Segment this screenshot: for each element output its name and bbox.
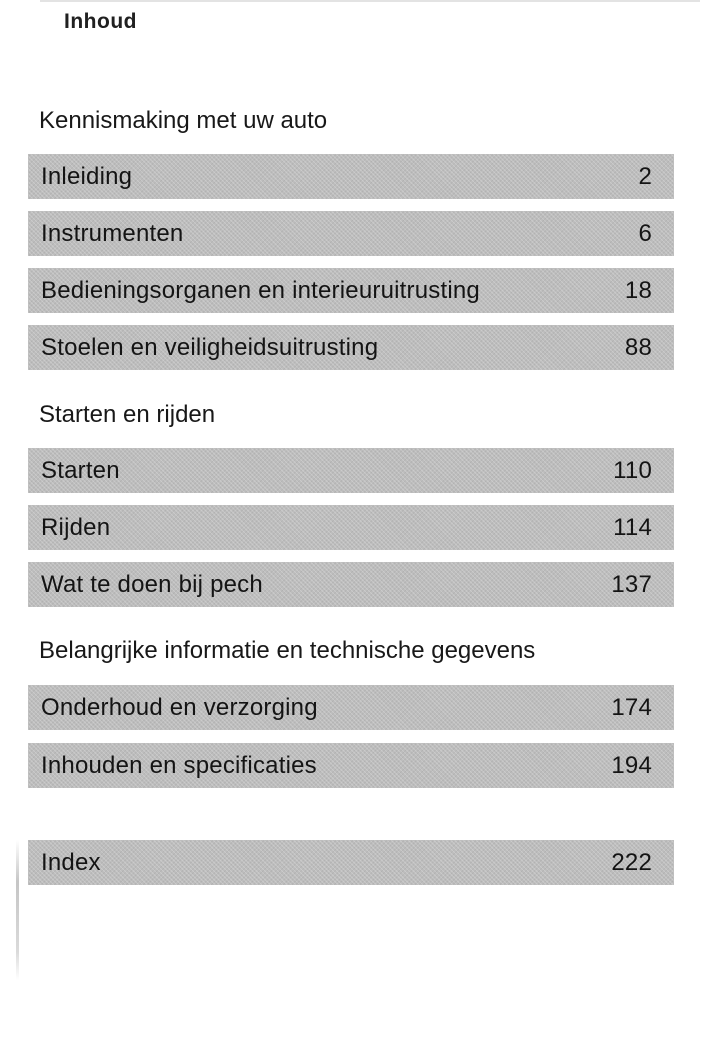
toc-item-page: 114 bbox=[613, 513, 652, 541]
toc-item-page: 194 bbox=[611, 751, 652, 779]
toc-item-page: 110 bbox=[613, 456, 652, 484]
toc-item-onderhoud[interactable] bbox=[28, 685, 674, 730]
toc-item-page: 88 bbox=[624, 333, 652, 361]
toc-item-page: 18 bbox=[624, 276, 652, 304]
toc-item-label: Stoelen en veiligheidsuitrusting bbox=[41, 333, 379, 361]
toc-item-page: 2 bbox=[638, 162, 652, 190]
toc-item-label: Onderhoud en verzorging bbox=[41, 693, 318, 721]
toc-item-label: Inhouden en specificaties bbox=[41, 751, 317, 779]
toc-item-page: 222 bbox=[611, 848, 652, 876]
toc-item-label: Index bbox=[41, 848, 101, 876]
toc-item-page: 6 bbox=[638, 219, 652, 247]
toc-item-label: Instrumenten bbox=[41, 219, 184, 247]
top-rule bbox=[40, 0, 700, 2]
page-edge-shadow bbox=[16, 840, 19, 980]
toc-item-label: Bedieningsorganen en interieuruitrusting bbox=[41, 276, 480, 304]
toc-item-rijden[interactable] bbox=[28, 505, 674, 550]
toc-item-page: 174 bbox=[611, 693, 652, 721]
toc-item-index[interactable] bbox=[28, 840, 674, 885]
toc-item-instrumenten[interactable] bbox=[28, 211, 674, 256]
section-title-belangrijke-informatie: Belangrijke informatie en technische gegevens bbox=[39, 637, 536, 664]
toc-item-inleiding[interactable] bbox=[28, 154, 674, 199]
toc-item-label: Wat te doen bij pech bbox=[41, 570, 263, 598]
toc-item-page: 137 bbox=[611, 570, 652, 598]
toc-item-label: Inleiding bbox=[41, 162, 133, 190]
section-title-starten-en-rijden: Starten en rijden bbox=[39, 401, 216, 428]
toc-item-starten[interactable] bbox=[28, 448, 674, 493]
toc-item-label: Rijden bbox=[41, 513, 111, 541]
section-title-kennismaking: Kennismaking met uw auto bbox=[39, 107, 328, 134]
toc-item-label: Starten bbox=[41, 456, 120, 484]
page-title: Inhoud bbox=[64, 10, 137, 33]
toc-item-inhouden[interactable] bbox=[28, 743, 674, 788]
toc-item-bedieningsorganen[interactable] bbox=[28, 268, 674, 313]
toc-item-pech[interactable] bbox=[28, 562, 674, 607]
toc-item-stoelen[interactable] bbox=[28, 325, 674, 370]
